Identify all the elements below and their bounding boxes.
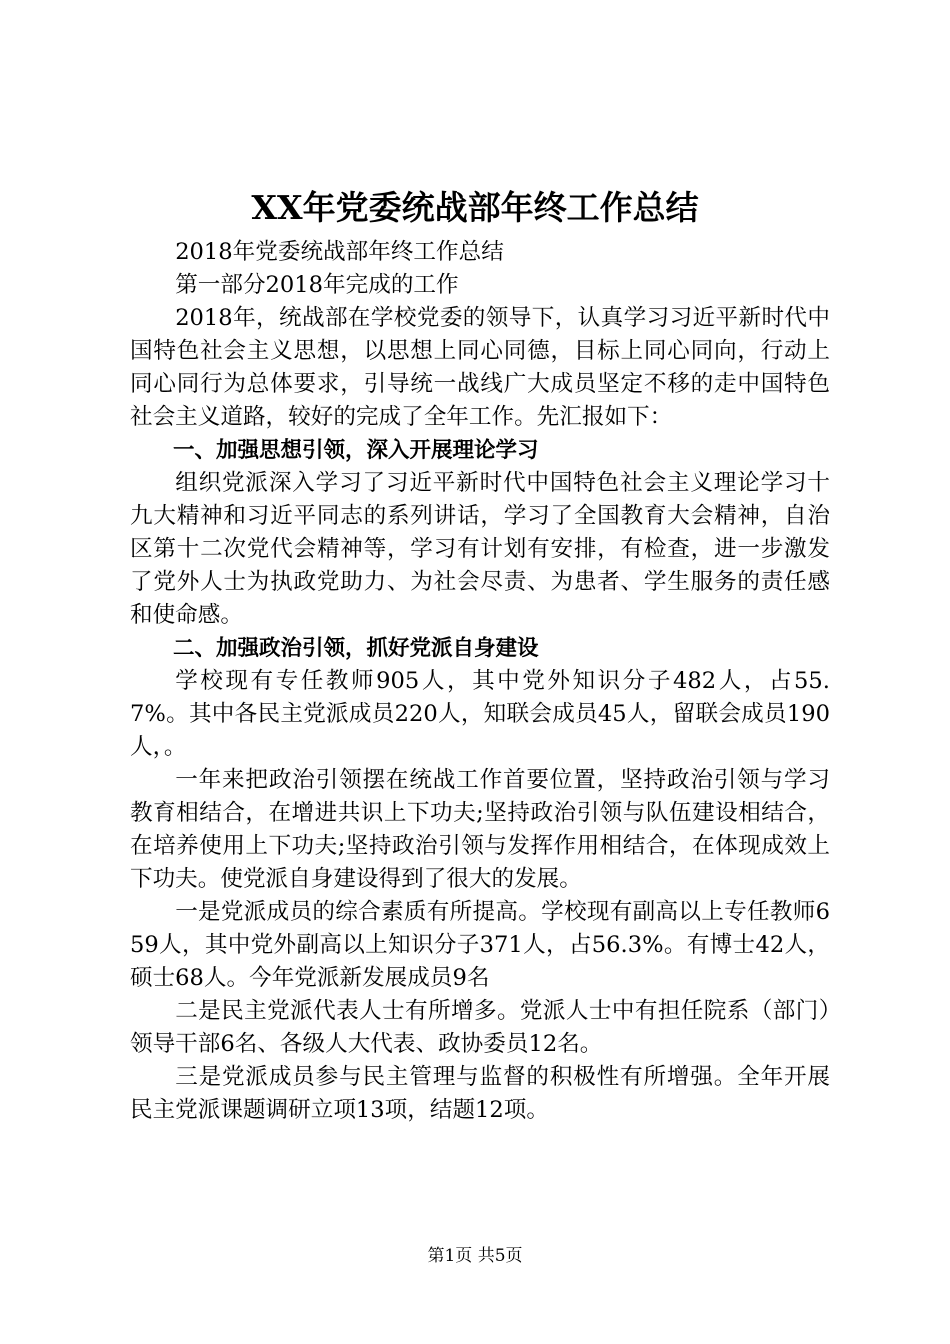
paragraph-political-guidance: 一年来把政治引领摆在统战工作首要位置，坚持政治引领与学习教育相结合，在增进共识上下功夫;坚持政治引领与队伍建设相结合，在培养使用上下功夫;坚持政治引领与发挥作用相结合，在体现成效上下功夫。使党派自身建设得到了很大的发展。 [130,767,830,892]
paragraph-part-one: 第一部分2018年完成的工作 [175,272,459,298]
document-body [130,236,830,1127]
paragraph-point-one: 一是党派成员的综合素质有所提高。学校现有副高以上专任教师659人，其中党外副高以上知识分子371人，占56.3%。有博士42人，硕士68人。今年党派新发展成员9名 [130,899,830,991]
paragraph-subtitle: 2018年党委统战部年终工作总结 [175,239,504,265]
paragraph-point-two: 二是民主党派代表人士有所增多。党派人士中有担任院系（部门）领导干部6名、各级人大代表、政协委员12名。 [130,998,830,1057]
paragraph-point-three: 三是党派成员参与民主管理与监督的积极性有所增强。全年开展民主党派课题调研立项13项，结题12项。 [130,1064,830,1123]
paragraph-intro: 2018年，统战部在学校党委的领导下，认真学习习近平新时代中国特色社会主义思想，以思想上同心同德，目标上同心同向，行动上同心同行为总体要求，引导统一战线广大成员坚定不移的走中国特色社会主义道路，较好的完成了全年工作。先汇报如下： [130,305,830,430]
page-number-footer: 第1页 共5页 [427,1246,523,1266]
paragraph-study: 组织党派深入学习了习近平新时代中国特色社会主义理论学习十九大精神和习近平同志的系列讲话，学习了全国教育大会精神，自治区第十二次党代会精神等，学习有计划有安排，有检查，进一步激发了党外人士为执政党助力、为社会尽责、为患者、学生服务的责任感和使命感。 [130,470,830,628]
section-heading-1: 一、加强思想引领，深入开展理论学习 [173,438,539,463]
section-heading-2: 二、加强政治引领，抓好党派自身建设 [173,636,539,661]
document-title: XX年党委统战部年终工作总结 [251,188,699,227]
paragraph-staff-stats: 学校现有专任教师905人，其中党外知识分子482人，占55.7%。其中各民主党派成员220人，知联会成员45人，留联会成员190人，。 [130,668,830,760]
